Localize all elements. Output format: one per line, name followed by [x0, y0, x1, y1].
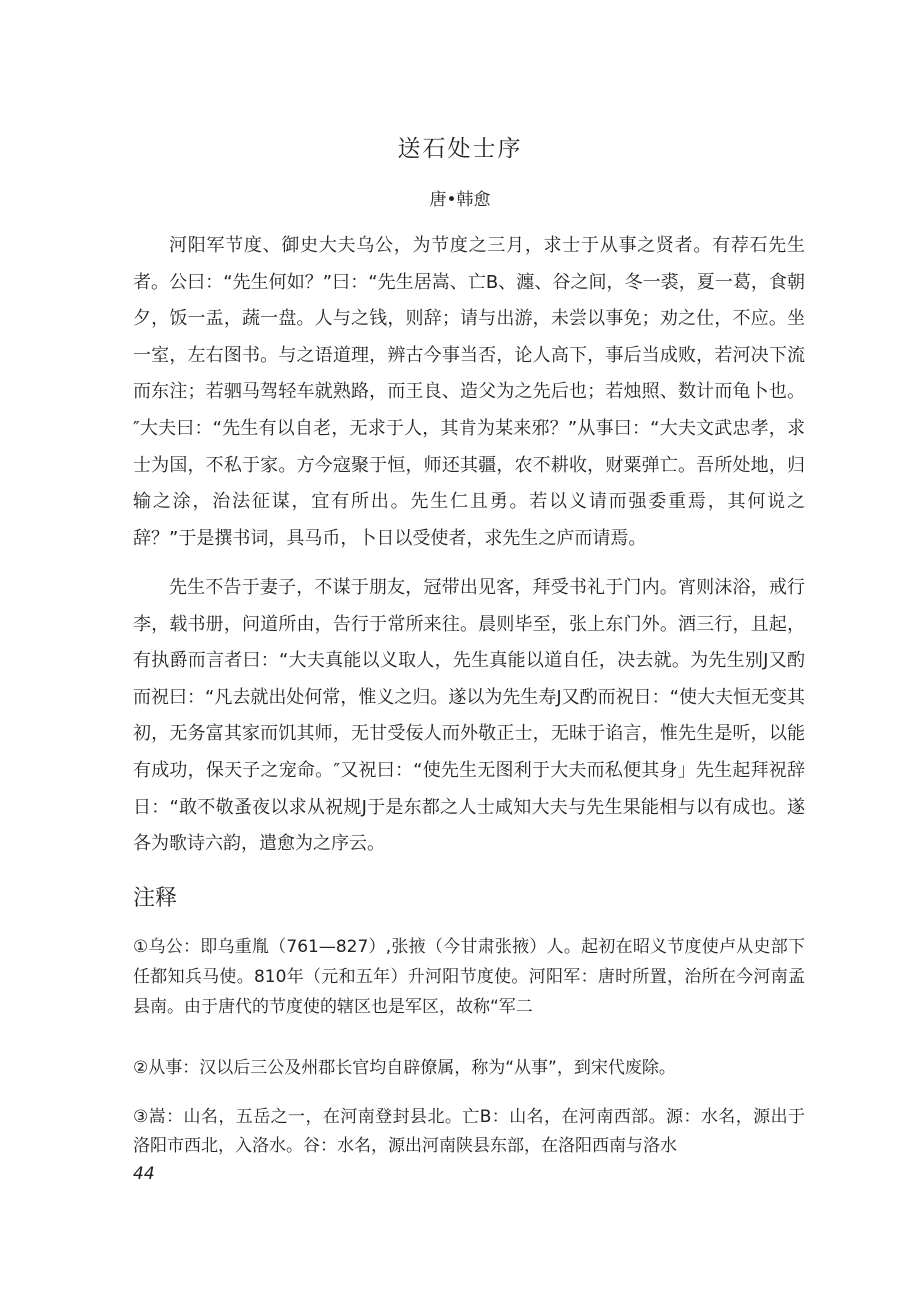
note-item: ①乌公：即乌重胤（761—827）,张掖（今甘肃张掖）人。起初在昭义节度使卢从史部下任都知兵马使。810年（元和五年）升河阳节度使。河阳军：唐时所置，治所在今河南孟县南。由于唐代的节度使的辖区也是军区，故称“军二	[133, 937, 805, 1017]
page-number: 44	[133, 1164, 155, 1184]
note-item: ②从事：汉以后三公及州郡长官均自辟僚属，称为“从事”，到宋代废除。	[133, 1058, 676, 1078]
document-title: 送石处士序	[397, 136, 523, 162]
note-item: ③嵩：山名，五岳之一，在河南登封县北。亡B：山名，在河南西部。源：水名，源出于洛阳市西北，入洛水。谷：水名，源出河南陕县东部，在洛阳西南与洛水	[133, 1107, 805, 1156]
notes-heading: 注释	[133, 886, 178, 911]
author-line: 唐•韩愈	[429, 190, 491, 210]
body-paragraph: 先生不告于妻子，不谋于朋友，冠带出见客，拜受书礼于门内。宵则沫浴，戒行李，载书册，问道所由，告行于常所来往。晨则毕至，张上东门外。酒三行，且起，有执爵而言者曰：“大夫真能以义取人，先生真能以道自任，决去就。为先生别J又酌而祝曰：“凡去就出处何常，惟义之归。遂以为先生寿J又酌而祝日：“使大夫恒无变其初，无务富其家而饥其师，无甘受佞人而外敬正士，无昧于谄言，惟先生是听，以能有成功，保天子之宠命。″又祝曰：“使先生无图利于大夫而私便其身」先生起拜祝辞日：“敢不敬蚤夜以求从祝规J于是东都之人士咸知大夫与先生果能相与以有成也。遂各为歌诗六韵，遣愈为之序云。	[133, 577, 805, 855]
body-paragraph: 河阳军节度、御史大夫乌公，为节度之三月，求士于从事之贤者。有荐石先生者。公曰：“先生何如？”曰：“先生居嵩、亡B、瀍、谷之间，冬一裘，夏一葛，食朝夕，饭一盂，蔬一盘。人与之钱，则辞；请与出游，未尝以事免；劝之仕，不应。坐一室，左右图书。与之语道理，辨古今事当否，论人高下，事后当成败，若河决下流而东注；若驷马驾轻车就熟路，而王良、造父为之先后也；若烛照、数计而龟卜也。″大夫曰：“先生有以自老，无求于人，其肯为某来邪？”从事曰：“大夫文武忠孝，求士为国，不私于家。方今寇聚于恒，师还其疆，农不耕收，财粟弹亡。吾所处地，归输之涂，治法征谋，宜有所出。先生仁且勇。若以义请而强委重焉，其何说之辞？”于是撰书词，具马币，卜日以受使者，求先生之庐而请焉。	[133, 235, 805, 549]
